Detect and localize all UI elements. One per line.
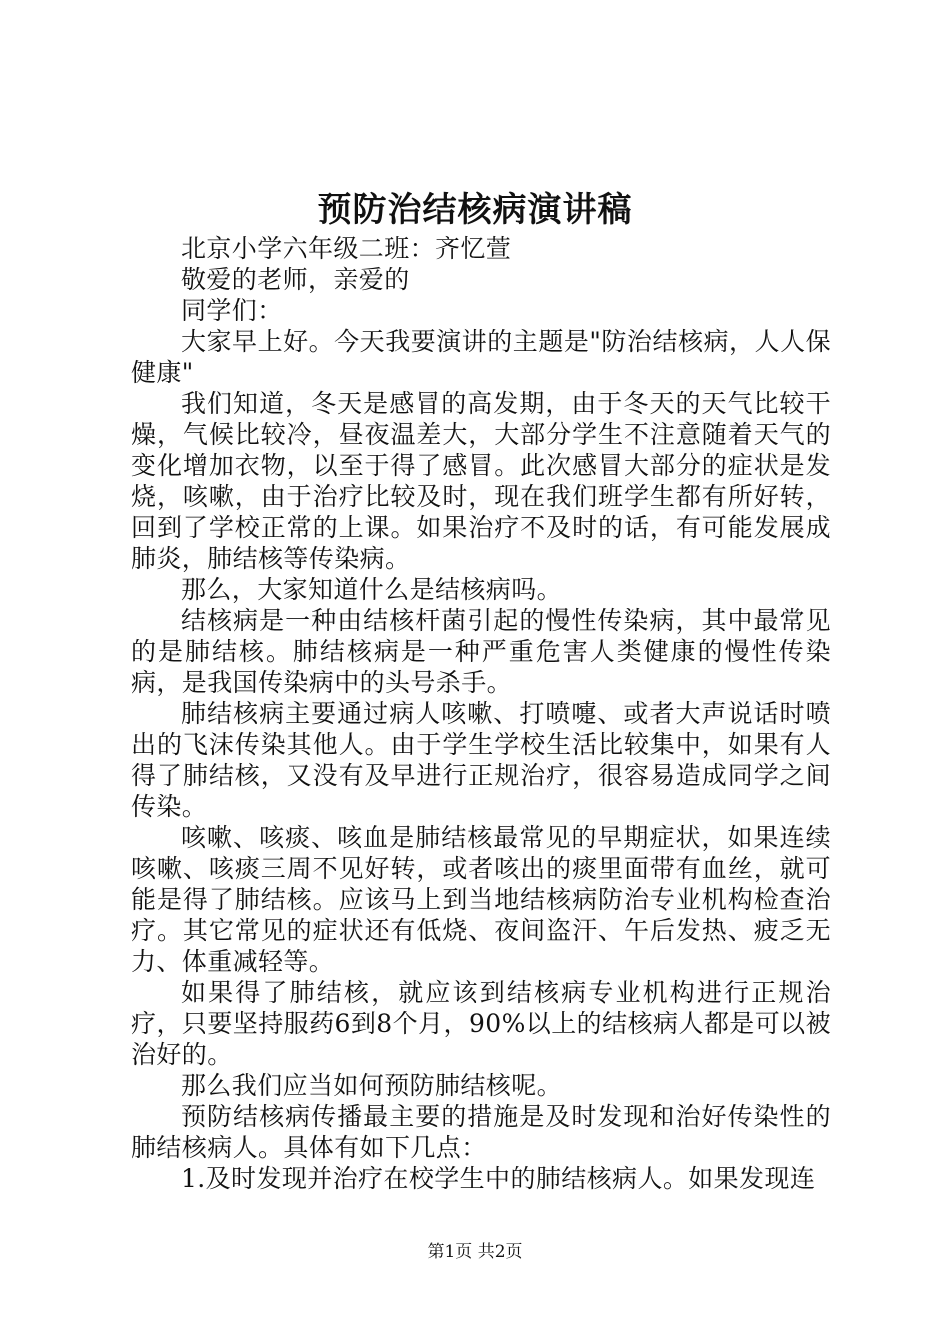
paragraph-author: 北京小学六年级二班：齐忆萱: [181, 234, 512, 263]
paragraph-transmission: 肺结核病主要通过病人咳嗽、打喷嚏、或者大声说话时喷出的飞沫传染其他人。由于学生学校生活比较集中，如果有人得了肺结核，又没有及早进行正规治疗，很容易造成同学之间传染。: [131, 699, 831, 821]
paragraph-point-1: 1.及时发现并治疗在校学生中的肺结核病人。如果发现连: [181, 1164, 816, 1193]
document-body: [131, 233, 831, 1194]
paragraph-opening: 大家早上好。今天我要演讲的主题是"防治结核病，人人保健康": [131, 327, 831, 387]
paragraph-question-prevent: 那么我们应当如何预防肺结核呢。: [181, 1071, 563, 1100]
paragraph-question-what: 那么，大家知道什么是结核病吗。: [181, 575, 563, 604]
page-number-footer: 第1页 共2页: [427, 1242, 523, 1262]
paragraph-definition: 结核病是一种由结核杆菌引起的慢性传染病，其中最常见的是肺结核。肺结核病是一种严重危害人类健康的慢性传染病，是我国传染病中的头号杀手。: [131, 606, 831, 697]
paragraph-prevention-measures: 预防结核病传播最主要的措施是及时发现和治好传染性的肺结核病人。具体有如下几点：: [131, 1102, 831, 1162]
paragraph-greeting-classmates: 同学们：: [181, 296, 283, 325]
page-title: 预防治结核病演讲稿: [317, 190, 633, 230]
paragraph-treatment: 如果得了肺结核，就应该到结核病专业机构进行正规治疗，只要坚持服药6到8个月，90%以上的结核病人都是可以被治好的。: [131, 978, 831, 1069]
paragraph-cold-season: 我们知道，冬天是感冒的高发期，由于冬天的天气比较干燥，气候比较冷，昼夜温差大，大部分学生不注意随着天气的变化增加衣物，以至于得了感冒。此次感冒大部分的症状是发烧，咳嗽，由于治疗比较及时，现在我们班学生都有所好转，回到了学校正常的上课。如果治疗不及时的话，有可能发展成肺炎，肺结核等传染病。: [131, 389, 831, 573]
paragraph-greeting-teachers: 敬爱的老师，亲爱的: [181, 265, 410, 294]
paragraph-symptoms: 咳嗽、咳痰、咳血是肺结核最常见的早期症状，如果连续咳嗽、咳痰三周不见好转，或者咳出的痰里面带有血丝，就可能是得了肺结核。应该马上到当地结核病防治专业机构检查治疗。其它常见的症状还有低烧、夜间盗汗、午后发热、疲乏无力、体重减轻等。: [131, 823, 831, 976]
